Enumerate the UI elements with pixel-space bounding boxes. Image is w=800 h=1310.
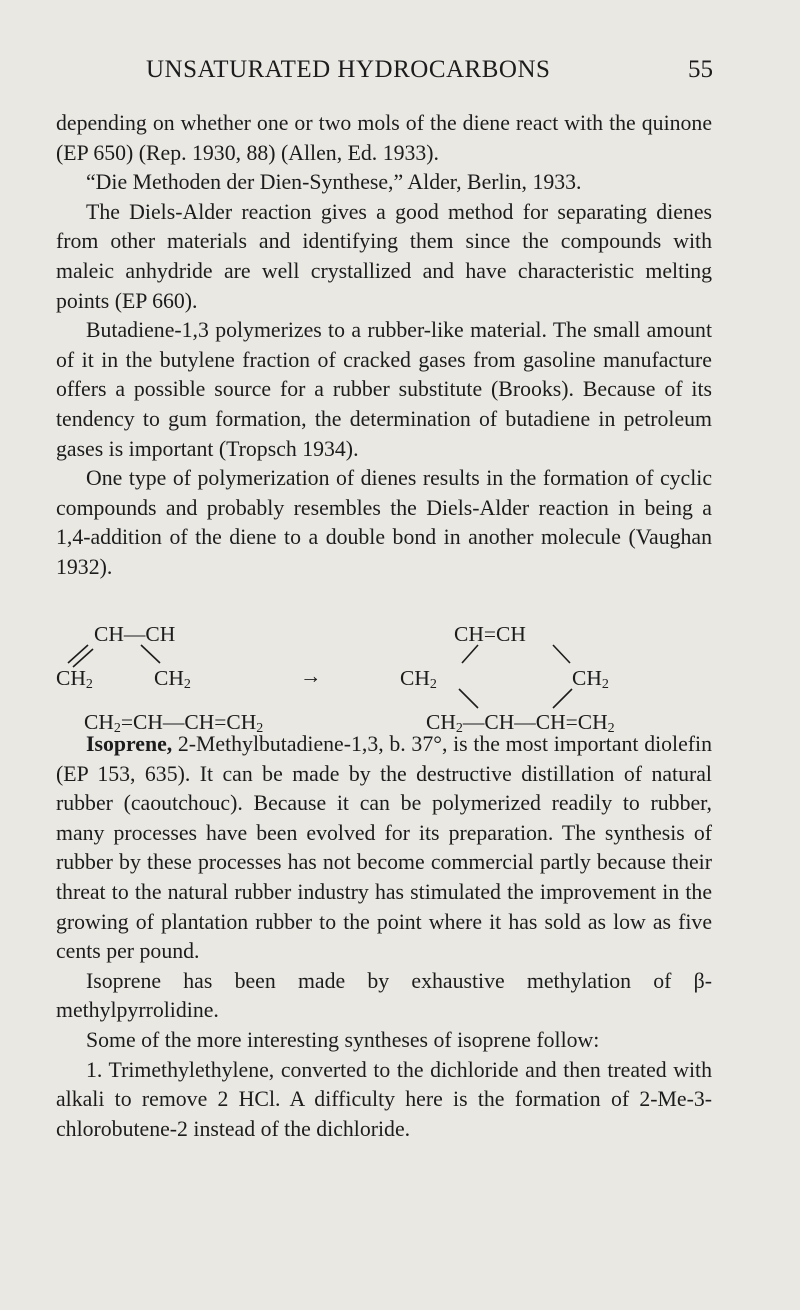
paragraph-butadiene: Butadiene-1,3 polymerizes to a rubber-like material. The small amount of it in the butylene fraction of cracked gases from gasoline manufacture offers a possible source for a rubber substitute (Brooks). Because of its tendency to gum formation, the determination of butadiene in petroleum gases is important (Tropsch 1934).	[56, 318, 712, 461]
paragraph-isoprene	[56, 730, 712, 967]
left-ch2-left	[56, 666, 93, 697]
right-ch2-right	[572, 666, 609, 697]
reaction-scheme	[56, 618, 756, 736]
right-bottom-ch: CH	[426, 710, 456, 734]
reaction-arrow: →	[300, 664, 322, 688]
right-bottom-rest: —CH—CH=CH	[462, 710, 608, 734]
left-ch2-left-ch: CH	[56, 666, 86, 690]
right-top-pair: CH=CH	[454, 622, 526, 646]
isoprene-text: 2-Methylbutadiene-1,3, b. 37°, is the most important diolefin (EP 153, 635). It can be made by the destructive distillation of natural rubber (caoutchouc). Because it can be polymerized readily to rubber, many processes have been evolved for its preparation. The synthesis of rubber by these processes has not become commercial partly because their threat to the natural rubber industry has stimulated the improvement in the growing of plantation rubber to the point where it has sold as low as five cents per pound.	[56, 732, 712, 964]
ring-bond-top-right	[553, 645, 570, 663]
right-ch2-left-sub: 2	[429, 677, 437, 692]
left-ch2-right-ch: CH	[154, 666, 184, 690]
running-title: UNSATURATED HYDROCARBONS	[146, 56, 551, 83]
left-ch2-right	[154, 666, 191, 697]
single-bond-line	[141, 645, 160, 663]
left-bottom-sub: 2	[113, 721, 121, 736]
right-ch2-right-ch: CH	[572, 666, 602, 690]
right-ch2-right-sub: 2	[601, 677, 609, 692]
left-ch2-right-sub: 2	[183, 677, 191, 692]
paragraph-syntheses-intro: Some of the more interesting syntheses of isoprene follow:	[86, 1027, 600, 1052]
ring-bond-bottom-right	[553, 689, 572, 708]
left-bottom-end-sub: 2	[256, 721, 264, 736]
ring-bond-top-left	[462, 645, 478, 663]
running-head	[0, 50, 800, 90]
left-bottom-ch: CH	[84, 710, 114, 734]
text-block-top	[56, 109, 712, 583]
ring-bond-bottom-left	[459, 689, 478, 708]
double-bond-line-2	[73, 649, 93, 667]
paragraph-citation: “Die Methoden der Dien-Synthese,” Alder, Berlin, 1933.	[86, 170, 582, 195]
left-ch2-left-sub: 2	[85, 677, 93, 692]
right-bottom-end-sub: 2	[607, 721, 615, 736]
right-bottom-sub: 2	[455, 721, 463, 736]
paragraph-methylation: Isoprene has been made by exhaustive methylation of β-methylpyrrolidine.	[56, 968, 712, 1023]
left-top-pair: CH—CH	[94, 622, 176, 646]
paragraph-synthesis-1: 1. Trimethylethylene, converted to the dichloride and then treated with alkali to remove 2 HCl. A difficulty here is the formation of 2-Me-3-chlorobutene-2 instead of the dichloride.	[56, 1057, 712, 1141]
page-number: 55	[688, 56, 713, 83]
paragraph-polymerization: One type of polymerization of dienes results in the formation of cyclic compounds and probably resembles the Diels-Alder reaction in being a 1,4-addition of the diene to a double bond in another molecule (Vaughan 1932).	[56, 466, 712, 579]
paragraph-continued: depending on whether one or two mols of the diene react with the quinone (EP 650) (Rep. 1930, 88) (Allen, Ed. 1933).	[56, 111, 712, 165]
double-bond-line-1	[68, 645, 88, 663]
text-block-bottom	[56, 730, 712, 1144]
left-bottom-rest: =CH—CH=CH	[120, 710, 257, 734]
paragraph-diels-alder: The Diels-Alder reaction gives a good method for separating dienes from other materials and identifying them since the compounds with maleic anhydride are well crystallized and have characteristic melting points (EP 660).	[56, 199, 712, 313]
right-ch2-left-ch: CH	[400, 666, 430, 690]
isoprene-term: Isoprene,	[86, 732, 173, 756]
right-ch2-left	[400, 666, 437, 697]
